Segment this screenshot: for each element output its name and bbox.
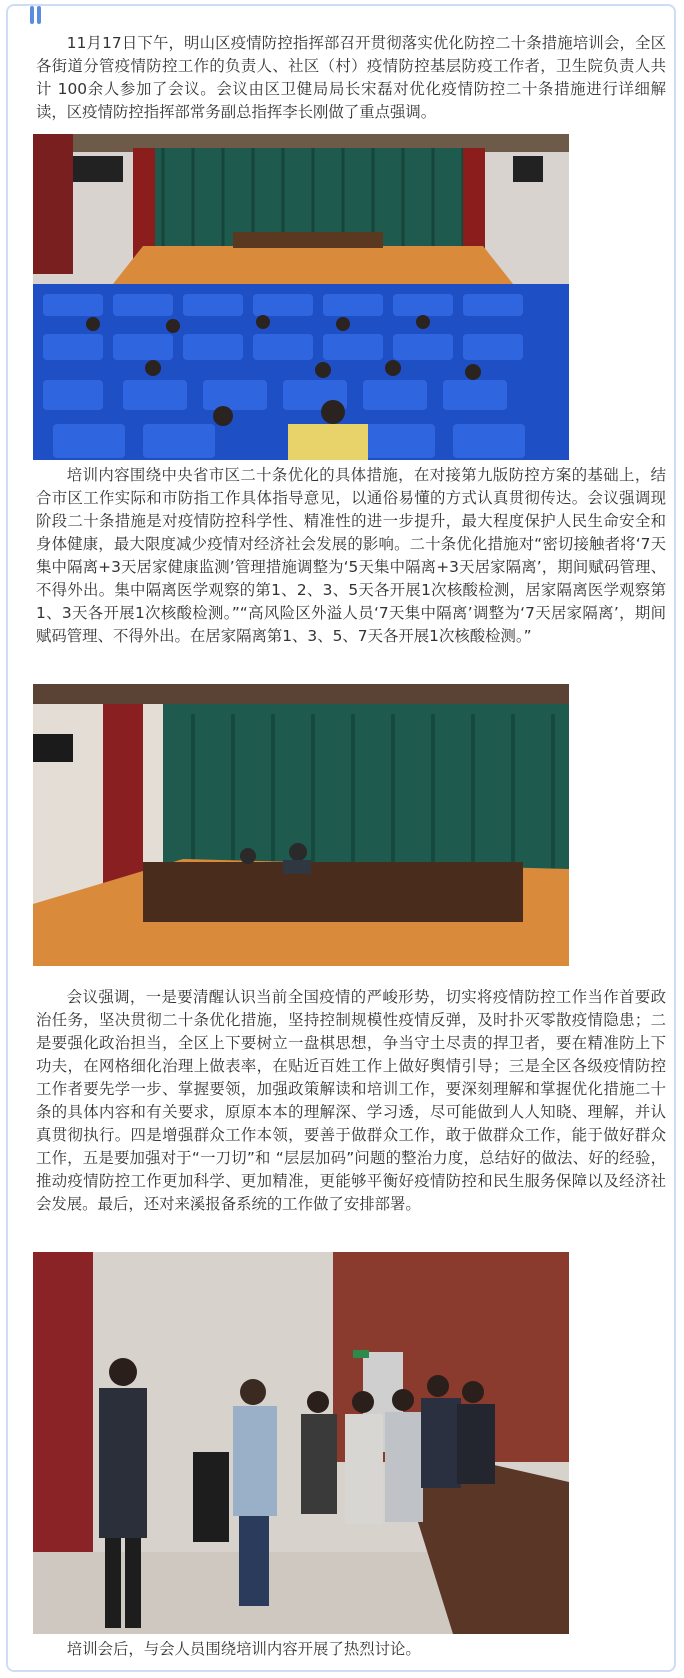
article-paragraph-2: 培训内容围绕中央省市区二十条优化的具体措施，在对接第九版防控方案的基础上，结合市区工作实际和市防指工作具体指导意见，以通俗易懂的方式认真贯彻传达。会议强调现阶段二十条措施是对疫情防控科学性、精准性的进一步提升，最大程度保护人民生命安全和身体健康，最大限度减少疫情对经济社会发展的影响。二十条优化措施对“密切接触者将‘7天集中隔离+3天居家健康监测’管理措施调整为‘5天集中隔离+3天居家隔离’，期间赋码管理、不得外出。集中隔离医学观察的第1、2、3、5天各开展1次核酸检测，居家隔离医学观察第1、3天各开展1次核酸检测。”“高风险区外溢人员‘7天集中隔离’调整为‘7天居家隔离’，期间赋码管理、不得外出。在居家隔离第1、3、5、7天各开展1次核酸检测。” [36, 466, 666, 645]
article-frame [6, 4, 676, 1672]
frame-accent-icon [30, 6, 44, 24]
discussion-group-photo [33, 1252, 569, 1634]
article-paragraph-3: 会议强调，一是要清醒认识当前全国疫情的严峻形势，切实将疫情防控工作当作首要政治任务，坚决贯彻二十条优化措施，坚持控制规模性疫情反弹，及时扑灭零散疫情隐患；二是要强化政治担当，全区上下要树立一盘棋思想，争当守土尽责的捍卫者，要在精准防上下功夫，在网格细化治理上做表率，在贴近百姓工作上做好舆情引导；三是全区各级疫情防控工作者要先学一步、掌握要领，加强政策解读和培训工作，要深刻理解和掌握优化措施二十条的具体内容和有关要求，原原本本的理解深、学习透，尽可能做到人人知晓、理解，并认真贯彻执行。四是增强群众工作本领，要善于做群众工作，敢于做群众工作，能于做好群众工作，五是要加强对于“一刀切”和 “层层加码”问题的整治力度，总结好的做法、好的经验，推动疫情防控工作更加科学、更加精准，更能够平衡好疫情防控和民生服务保障以及经济社会发展。最后，还对来溪报备系统的工作做了安排部署。 [36, 988, 666, 1213]
stage-podium-photo [33, 684, 569, 966]
article-paragraph-1: 11月17日下午，明山区疫情防控指挥部召开贯彻落实优化防控二十条措施培训会，全区各街道分管疫情防控工作的负责人、社区（村）疫情防控基层防疫工作者，卫生院负责人共计 100余人参加了会议。会议由区卫健局局长宋磊对优化疫情防控二十条措施进行详细解读，区疫情防控指挥部常务副总指挥李长刚做了重点强调。 [36, 34, 666, 121]
auditorium-photo [33, 134, 569, 460]
article-paragraph-4: 培训会后，与会人员围绕培训内容开展了热烈讨论。 [66, 1640, 421, 1658]
